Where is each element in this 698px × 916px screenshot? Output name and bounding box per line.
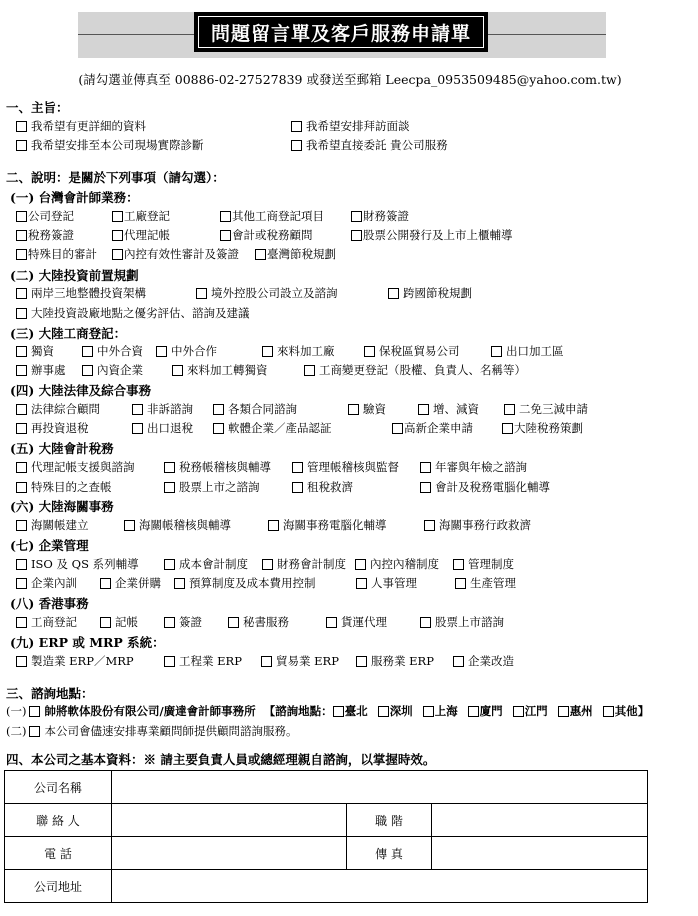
sub7-opt[interactable]: 企業內訓	[16, 575, 77, 591]
page-title: 問題留言單及客戶服務申請單	[194, 12, 488, 52]
checkbox[interactable]	[326, 617, 337, 628]
sub4-row1	[0, 401, 698, 417]
sub3-title: (三) 大陸工商登記：	[10, 326, 127, 341]
checkbox[interactable]	[132, 404, 143, 415]
sub9-title: (九) ERP 或 MRP 系統：	[10, 635, 165, 650]
sub1-opt[interactable]: 其他工商登記項目	[220, 208, 324, 224]
sub6-opt[interactable]: 海關帳建立	[16, 517, 89, 533]
sub7-opt[interactable]: 生產管理	[455, 575, 516, 591]
sub9-opt[interactable]: 企業改造	[453, 653, 514, 669]
checkbox[interactable]	[356, 578, 367, 589]
checkbox[interactable]	[16, 482, 27, 493]
sub5-opt[interactable]: 稅務帳稽核與輔導	[164, 459, 271, 475]
sub3-opt[interactable]: 內資企業	[82, 362, 143, 378]
checkbox[interactable]	[388, 288, 399, 299]
sub1-opt[interactable]: 特殊目的審計	[16, 246, 97, 262]
sub1-row1	[0, 208, 698, 224]
checkbox[interactable]	[356, 656, 367, 667]
checkbox[interactable]	[420, 617, 431, 628]
sub9-opt[interactable]: 工程業 ERP	[164, 653, 242, 669]
checkbox[interactable]	[453, 656, 464, 667]
sub6-opt[interactable]: 海關事務電腦化輔導	[268, 517, 387, 533]
sub3-opt[interactable]: 中外合作	[156, 343, 217, 359]
sub6-row1	[0, 517, 698, 533]
checkbox[interactable]	[164, 656, 175, 667]
location-line-1: (一) 帥將軟体股份有限公司/廣達會計師事務所 【諮詢地點： 臺北 深圳 上海 廈門 江門 惠州 其他 】	[6, 704, 650, 718]
sub5-row1	[0, 459, 698, 475]
sub8-opt[interactable]: 記帳	[100, 614, 138, 630]
city-checkbox[interactable]	[468, 706, 479, 717]
fax-field[interactable]	[432, 837, 648, 870]
checkbox[interactable]	[29, 726, 40, 737]
city-checkbox[interactable]	[423, 706, 434, 717]
checkbox[interactable]	[16, 462, 27, 473]
sub4-opt[interactable]: 各類合同諮詢	[213, 401, 297, 417]
address-label: 公司地址	[5, 870, 112, 903]
sub4-opt[interactable]: 大陸稅務策劃	[502, 420, 583, 436]
sub5-opt[interactable]: 管理帳稽核與監督	[292, 459, 399, 475]
checkbox[interactable]	[292, 482, 303, 493]
sub3-opt[interactable]: 來料加工廠	[262, 343, 335, 359]
sub9-opt[interactable]: 服務業 ERP	[356, 653, 434, 669]
sub5-opt[interactable]: 特殊目的之查帳	[16, 479, 112, 495]
title-banner	[78, 12, 606, 58]
checkbox[interactable]	[16, 211, 27, 222]
sub9-opt[interactable]: 貿易業 ERP	[261, 653, 339, 669]
sub7-opt[interactable]: 人事管理	[356, 575, 417, 591]
checkbox[interactable]	[16, 578, 27, 589]
position-field[interactable]	[432, 804, 648, 837]
checkbox[interactable]	[16, 308, 27, 319]
sub2-row2	[0, 305, 698, 321]
address-field[interactable]	[112, 870, 648, 903]
sub8-opt[interactable]: 股票上市諮詢	[420, 614, 504, 630]
checkbox[interactable]	[16, 656, 27, 667]
checkbox[interactable]	[364, 346, 375, 357]
sub1-opt[interactable]: 股票公開發行及上市上櫃輔導	[351, 227, 513, 243]
checkbox[interactable]	[112, 211, 123, 222]
sub5-opt[interactable]: 租稅救濟	[292, 479, 353, 495]
sub2-opt[interactable]: 大陸投資設廠地點之優劣評估、諮詢及建議	[16, 305, 250, 321]
company-info-table	[4, 770, 648, 903]
sub5-opt[interactable]: 年審與年檢之諮詢	[420, 459, 527, 475]
checkbox[interactable]	[220, 211, 231, 222]
sub2-opt[interactable]: 兩岸三地整體投資架構	[16, 285, 146, 301]
checkbox[interactable]	[100, 578, 111, 589]
sub7-opt[interactable]: 預算制度及成本費用控制	[174, 575, 316, 591]
checkbox[interactable]	[392, 423, 403, 434]
sub1-title: (一) 台灣會計師業務：	[10, 190, 139, 205]
company-name-label: 公司名稱	[5, 771, 112, 804]
checkbox[interactable]	[453, 559, 464, 570]
sub2-opt[interactable]: 跨國節稅規劃	[388, 285, 472, 301]
checkbox[interactable]	[213, 423, 224, 434]
section1-title: 一、主旨：	[6, 100, 69, 115]
sub6-title: (六) 大陸海關事務	[10, 499, 114, 514]
sub7-opt[interactable]: ISO 及 QS 系列輔導	[16, 556, 139, 572]
city-checkbox[interactable]	[558, 706, 569, 717]
checkbox[interactable]	[262, 346, 273, 357]
sub7-opt[interactable]: 管理制度	[453, 556, 514, 572]
checkbox[interactable]	[16, 249, 27, 260]
sub3-row1	[0, 343, 698, 359]
checkbox[interactable]	[220, 230, 231, 241]
sub7-opt[interactable]: 內控內稽制度	[355, 556, 439, 572]
checkbox[interactable]	[16, 423, 27, 434]
sub1-opt[interactable]: 臺灣節稅規劃	[255, 246, 336, 262]
checkbox[interactable]	[291, 140, 302, 151]
sub4-title: (四) 大陸法律及綜合事務	[10, 383, 152, 398]
city-checkbox[interactable]	[603, 706, 614, 717]
sub1-row2	[0, 227, 698, 243]
checkbox[interactable]	[100, 617, 111, 628]
sub5-row2	[0, 479, 698, 495]
sub1-row3	[0, 246, 698, 262]
sub9-row1	[0, 653, 698, 669]
checkbox[interactable]	[164, 559, 175, 570]
sub5-opt[interactable]: 股票上市之諮詢	[164, 479, 260, 495]
checkbox[interactable]	[228, 617, 239, 628]
checkbox[interactable]	[164, 617, 175, 628]
checkbox[interactable]	[124, 520, 135, 531]
checkbox[interactable]	[16, 230, 27, 241]
sub5-opt[interactable]: 會計及稅務電腦化輔導	[420, 479, 550, 495]
sub2-row1	[0, 285, 698, 301]
section3-title: 三、諮詢地點：	[6, 686, 94, 701]
checkbox[interactable]	[504, 404, 515, 415]
sub9-opt[interactable]: 製造業 ERP／MRP	[16, 653, 134, 669]
checkbox[interactable]	[156, 346, 167, 357]
sub4-opt[interactable]: 驗資	[348, 401, 386, 417]
checkbox[interactable]	[82, 346, 93, 357]
sub1-opt[interactable]: 會計或稅務顧問	[220, 227, 313, 243]
checkbox[interactable]	[455, 578, 466, 589]
sub4-opt[interactable]: 再投資退稅	[16, 420, 89, 436]
sub4-row2	[0, 420, 698, 436]
checkbox[interactable]	[16, 617, 27, 628]
checkbox[interactable]	[291, 121, 302, 132]
checkbox[interactable]	[213, 404, 224, 415]
sub1-opt[interactable]: 稅務簽證	[16, 227, 74, 243]
sec1-opt-onsite[interactable]: 我希望安排至本公司現場實際診斷	[16, 137, 204, 153]
checkbox[interactable]	[16, 365, 27, 376]
checkbox[interactable]	[82, 365, 93, 376]
sub3-opt[interactable]: 來料加工轉獨資	[172, 362, 268, 378]
phone-field[interactable]	[112, 837, 347, 870]
checkbox[interactable]	[112, 230, 123, 241]
checkbox[interactable]	[304, 365, 315, 376]
checkbox[interactable]	[16, 288, 27, 299]
company-name-field[interactable]	[112, 771, 648, 804]
checkbox[interactable]	[174, 578, 185, 589]
checkbox[interactable]	[16, 404, 27, 415]
section2-title: 二、說明：是關於下列事項（請勾選）：	[6, 170, 225, 185]
checkbox[interactable]	[16, 559, 27, 570]
sub3-opt[interactable]: 辦事處	[16, 362, 66, 378]
sub6-opt[interactable]: 海關事務行政救濟	[424, 517, 531, 533]
checkbox[interactable]	[255, 249, 266, 260]
checkbox[interactable]	[16, 520, 27, 531]
sub5-opt[interactable]: 代理記帳支援與諮詢	[16, 459, 135, 475]
sub1-opt[interactable]: 內控有效性審計及簽證	[112, 246, 239, 262]
sec1-opt-visit[interactable]: 我希望安排拜訪面談	[291, 118, 410, 134]
city-checkbox[interactable]	[333, 706, 344, 717]
sub2-title: (二) 大陸投資前置規劃	[10, 268, 139, 283]
sub1-opt[interactable]: 公司登記	[16, 208, 74, 224]
checkbox[interactable]	[261, 656, 272, 667]
sub4-opt[interactable]: 出口退稅	[132, 420, 193, 436]
section4-title: 四、本公司之基本資料：※ 請主要負責人員或總經理親自諮詢，以掌握時效。	[6, 752, 436, 767]
checkbox[interactable]	[348, 404, 359, 415]
sub7-opt[interactable]: 財務會計制度	[262, 556, 346, 572]
contact-field[interactable]	[112, 804, 347, 837]
sub4-opt[interactable]: 法律綜合顧問	[16, 401, 100, 417]
checkbox[interactable]	[355, 559, 366, 570]
phone-label: 電 話	[5, 837, 112, 870]
sub4-opt[interactable]: 軟體企業／產品認証	[213, 420, 332, 436]
sub7-opt[interactable]: 成本會計制度	[164, 556, 248, 572]
sub4-opt[interactable]: 二免三減申請	[504, 401, 588, 417]
city-checkbox[interactable]	[513, 706, 524, 717]
checkbox[interactable]	[268, 520, 279, 531]
checkbox[interactable]	[164, 462, 175, 473]
sub8-opt[interactable]: 工商登記	[16, 614, 77, 630]
checkbox[interactable]	[418, 404, 429, 415]
checkbox[interactable]	[491, 346, 502, 357]
sub8-opt[interactable]: 簽證	[164, 614, 202, 630]
fax-label: 傳 真	[347, 837, 432, 870]
sub4-opt[interactable]: 非訴諮詢	[132, 401, 193, 417]
checkbox[interactable]	[502, 423, 513, 434]
contact-label: 聯 絡 人	[5, 804, 112, 837]
sub3-opt[interactable]: 保稅區貿易公司	[364, 343, 460, 359]
checkbox[interactable]	[420, 462, 431, 473]
checkbox[interactable]	[292, 462, 303, 473]
sub3-opt[interactable]: 出口加工區	[491, 343, 564, 359]
checkbox[interactable]	[132, 423, 143, 434]
sub7-row2	[0, 575, 698, 591]
sub8-opt[interactable]: 貨運代理	[326, 614, 387, 630]
checkbox[interactable]	[16, 140, 27, 151]
sec1-opt-more-info[interactable]: 我希望有更詳細的資料	[16, 118, 146, 134]
location-line-2: (二) 本公司會儘速安排專業顧問師提供顧問諮詢服務。	[6, 724, 298, 738]
sub3-opt[interactable]: 獨資	[16, 343, 54, 359]
checkbox[interactable]	[16, 121, 27, 132]
sub3-opt[interactable]: 中外合資	[82, 343, 143, 359]
sub8-opt[interactable]: 秘書服務	[228, 614, 289, 630]
sec1-row1	[0, 118, 698, 134]
checkbox[interactable]	[29, 706, 40, 717]
city-checkbox[interactable]	[378, 706, 389, 717]
sub3-row2	[0, 362, 698, 378]
sub1-opt[interactable]: 工廠登記	[112, 208, 170, 224]
checkbox[interactable]	[164, 482, 175, 493]
position-label: 職 階	[347, 804, 432, 837]
sub4-opt[interactable]: 增、減資	[418, 401, 479, 417]
sub1-opt[interactable]: 代理記帳	[112, 227, 170, 243]
checkbox[interactable]	[16, 346, 27, 357]
sub6-opt[interactable]: 海關帳稽核與輔導	[124, 517, 231, 533]
sec1-opt-delegate[interactable]: 我希望直接委託 貴公司服務	[291, 137, 448, 153]
sub7-opt[interactable]: 企業併購	[100, 575, 161, 591]
sub3-opt[interactable]: 工商變更登記（股權、負責人、名稱等）	[304, 362, 526, 378]
checkbox[interactable]	[196, 288, 207, 299]
checkbox[interactable]	[424, 520, 435, 531]
checkbox[interactable]	[351, 211, 362, 222]
sub4-opt[interactable]: 高新企業申請	[392, 420, 473, 436]
checkbox[interactable]	[112, 249, 123, 260]
checkbox[interactable]	[262, 559, 273, 570]
fax-instruction: (請勾選並傳真至 00886-02-27527839 或發送至郵箱 Leecpa_0953509485@yahoo.com.tw)	[78, 72, 622, 87]
sec1-row2	[0, 137, 698, 153]
sub7-title: (七) 企業管理	[10, 538, 89, 553]
sub8-title: (八) 香港事務	[10, 596, 89, 611]
checkbox[interactable]	[351, 230, 362, 241]
sub5-title: (五) 大陸會計稅務	[10, 441, 114, 456]
checkbox[interactable]	[420, 482, 431, 493]
checkbox[interactable]	[172, 365, 183, 376]
sub2-opt[interactable]: 境外控股公司設立及諮詢	[196, 285, 338, 301]
sub8-row1	[0, 614, 698, 630]
sub1-opt[interactable]: 財務簽證	[351, 208, 409, 224]
sub7-row1	[0, 556, 698, 572]
